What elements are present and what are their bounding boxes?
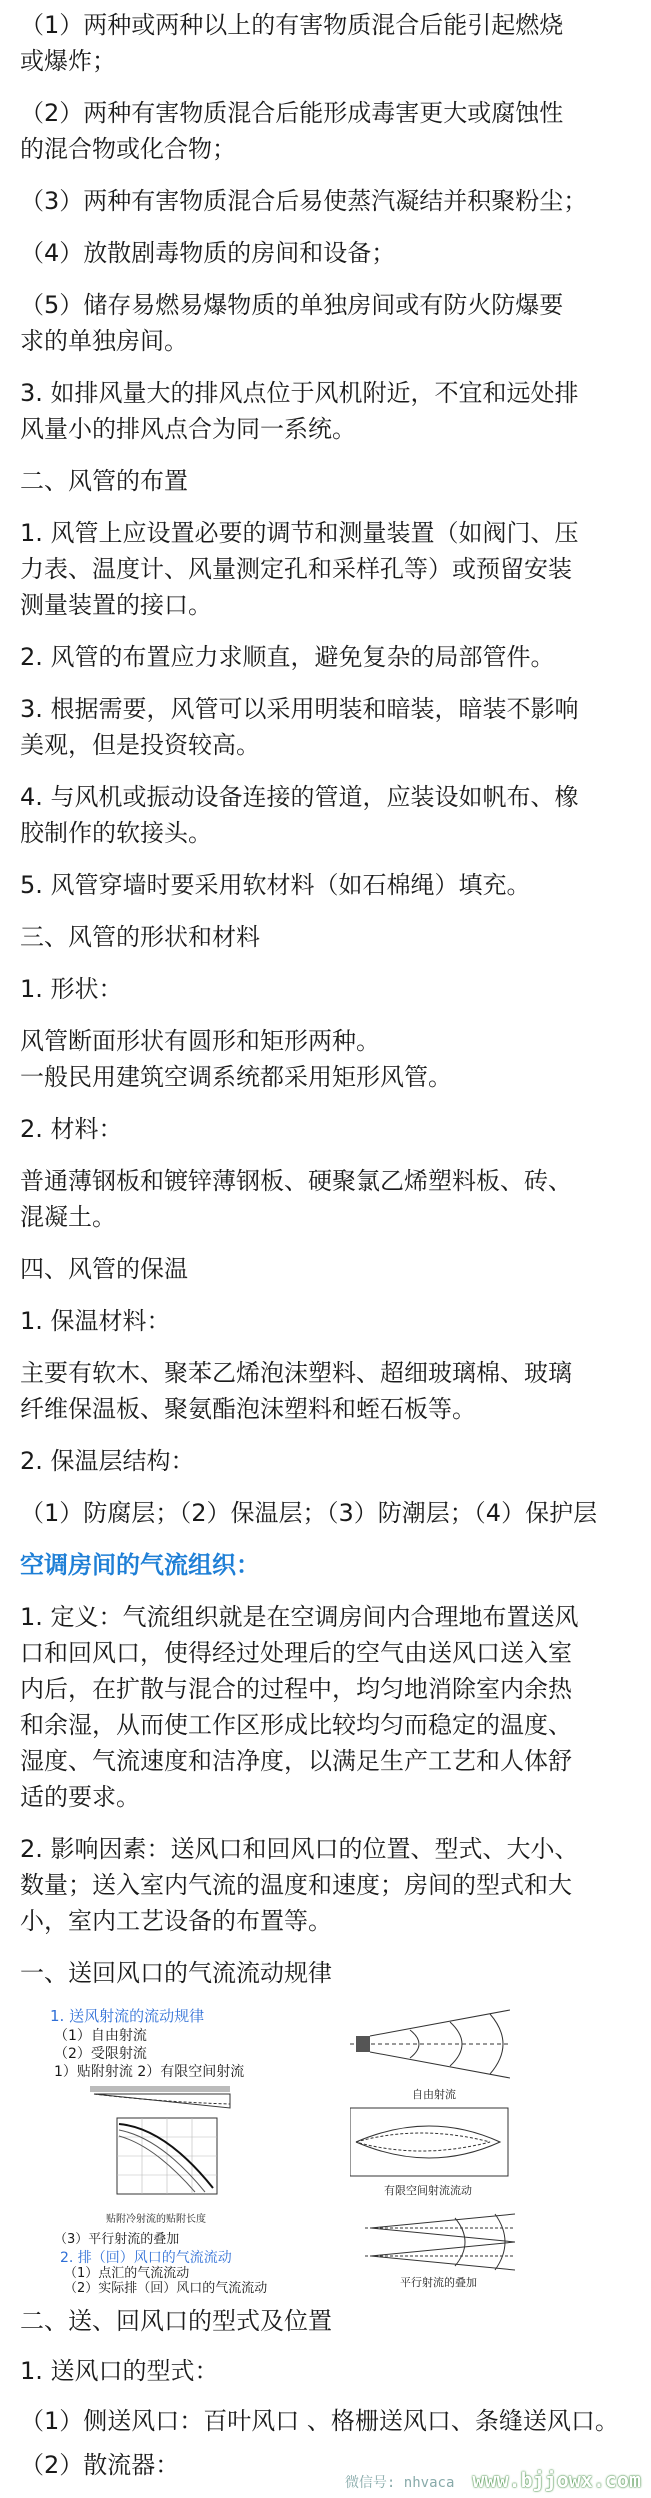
text-line: 3. 如排风量大的排风点位于风机附近，不宜和远处排 bbox=[20, 379, 579, 407]
text-line: 或爆炸； bbox=[20, 47, 116, 75]
text-line: 风量小的排风点合为同一系统。 bbox=[20, 415, 356, 443]
fig-caption-parallel-jets: 平行射流的叠加 bbox=[400, 2276, 477, 2289]
text-line: 美观，但是投资较高。 bbox=[20, 731, 260, 759]
text-line: （4）放散剧毒物质的房间和设备； bbox=[20, 239, 396, 267]
text-line: 3. 根据需要，风管可以采用明装和暗装，暗装不影响 bbox=[20, 695, 579, 723]
text-line: 湿度、气流速度和洁净度，以满足生产工艺和人体舒 bbox=[20, 1747, 572, 1775]
parallel-jets-diagram bbox=[365, 2212, 515, 2272]
text-line: 普通薄钢板和镀锌薄钢板、硬聚氯乙烯塑料板、砖、 bbox=[20, 1167, 572, 1195]
text-line: （2）两种有害物质混合后能形成毒害更大或腐蚀性 bbox=[20, 99, 564, 127]
text-line: 1. 形状： bbox=[20, 975, 123, 1003]
attached-jet-diagram bbox=[90, 2080, 240, 2114]
text-line: 2. 风管的布置应力求顺直，避免复杂的局部管件。 bbox=[20, 643, 555, 671]
text-line: 测量装置的接口。 bbox=[20, 591, 212, 619]
fig-caption-confined-jet: 有限空间射流流动 bbox=[384, 2184, 472, 2197]
text-line: （1）防腐层；（2）保温层；（3）防潮层；（4）保护层 bbox=[20, 1499, 598, 1527]
text-line: 的混合物或化合物； bbox=[20, 135, 236, 163]
fig-caption-attach-length: 贴附冷射流的贴附长度 bbox=[106, 2214, 206, 2225]
text-line: （1）侧送风口：百叶风口 、格栅送风口、条缝送风口。 bbox=[20, 2407, 619, 2435]
text-line: 主要有软木、聚苯乙烯泡沫塑料、超细玻璃棉、玻璃 bbox=[20, 1359, 572, 1387]
text-line: 4. 与风机或振动设备连接的管道，应装设如帆布、橡 bbox=[20, 783, 579, 811]
text-line: 求的单独房间。 bbox=[20, 327, 188, 355]
watermark-account: 微信号: nhvaca bbox=[344, 2475, 455, 2491]
fig-item: 1）贴附射流 2）有限空间射流 bbox=[54, 2064, 245, 2080]
text-line: 和余湿，从而使工作区形成比较均匀而稳定的温度、 bbox=[20, 1711, 572, 1739]
fig-item: （2）受限射流 bbox=[54, 2046, 147, 2062]
text-line: 纤维保温板、聚氨酯泡沫塑料和蛭石板等。 bbox=[20, 1395, 476, 1423]
text-line: 胶制作的软接头。 bbox=[20, 819, 212, 847]
text-line: 1. 定义：气流组织就是在空调房间内合理地布置送风 bbox=[20, 1603, 579, 1631]
section-heading: 一、送回风口的气流流动规律 bbox=[20, 1959, 332, 1987]
text-line: 1. 风管上应设置必要的调节和测量装置（如阀门、压 bbox=[20, 519, 579, 547]
text-line: 2. 影响因素：送风口和回风口的位置、型式、大小、 bbox=[20, 1835, 579, 1863]
text-line: 2. 材料： bbox=[20, 1115, 123, 1143]
airflow-heading: 空调房间的气流组织： bbox=[20, 1551, 260, 1579]
fig-caption-free-jet: 自由射流 bbox=[412, 2088, 456, 2101]
text-line: 混凝土。 bbox=[20, 1203, 116, 1231]
watermark bbox=[345, 2468, 641, 2492]
text-line: 风管断面形状有圆形和矩形两种。 bbox=[20, 1027, 380, 1055]
text-line: 小，室内工艺设备的布置等。 bbox=[20, 1907, 332, 1935]
confined-jet-diagram bbox=[350, 2106, 510, 2178]
fig-item: （1）自由射流 bbox=[54, 2028, 147, 2044]
text-line: 口和回风口，使得经过处理后的空气由送风口送入室 bbox=[20, 1639, 572, 1667]
text-line: 力表、温度计、风量测定孔和采样孔等）或预留安装 bbox=[20, 555, 572, 583]
section-heading: 二、风管的布置 bbox=[20, 467, 188, 495]
watermark-url: www.bjjowx.com bbox=[472, 2468, 641, 2492]
text-line: （5）储存易燃易爆物质的单独房间或有防火防爆要 bbox=[20, 291, 564, 319]
section-heading: 二、送、回风口的型式及位置 bbox=[20, 2307, 332, 2335]
fig-item: （3）平行射流的叠加 bbox=[54, 2232, 180, 2247]
text-line: 适的要求。 bbox=[20, 1783, 140, 1811]
free-jet-diagram bbox=[350, 2004, 510, 2084]
section-heading: 四、风管的保温 bbox=[20, 1255, 188, 1283]
text-line: 内后，在扩散与混合的过程中，均匀地消除室内余热 bbox=[20, 1675, 572, 1703]
section-heading: 三、风管的形状和材料 bbox=[20, 923, 260, 951]
text-line: 一般民用建筑空调系统都采用矩形风管。 bbox=[20, 1063, 452, 1091]
fig-item: （2）实际排（回）风口的气流流动 bbox=[64, 2281, 268, 2296]
fig-title-supply: 1. 送风射流的流动规律 bbox=[50, 2007, 205, 2025]
fig-title-exhaust: 2. 排（回）风口的气流流动 bbox=[60, 2250, 232, 2266]
text-line: （1）两种或两种以上的有害物质混合后能引起燃烧 bbox=[20, 11, 564, 39]
airflow-figure bbox=[20, 1998, 632, 2294]
fig-item: （1）点汇的气流流动 bbox=[64, 2266, 190, 2281]
text-line: 1. 送风口的型式： bbox=[20, 2357, 219, 2385]
text-line: （3）两种有害物质混合后易使蒸汽凝结并积聚粉尘； bbox=[20, 187, 588, 215]
text-line: 5. 风管穿墙时要采用软材料（如石棉绳）填充。 bbox=[20, 871, 531, 899]
text-line: （2）散流器： bbox=[20, 2451, 180, 2479]
attach-length-chart bbox=[105, 2116, 225, 2208]
text-line: 数量；送入室内气流的温度和速度；房间的型式和大 bbox=[20, 1871, 572, 1899]
text-line: 2. 保温层结构： bbox=[20, 1447, 195, 1475]
text-line: 1. 保温材料： bbox=[20, 1307, 171, 1335]
